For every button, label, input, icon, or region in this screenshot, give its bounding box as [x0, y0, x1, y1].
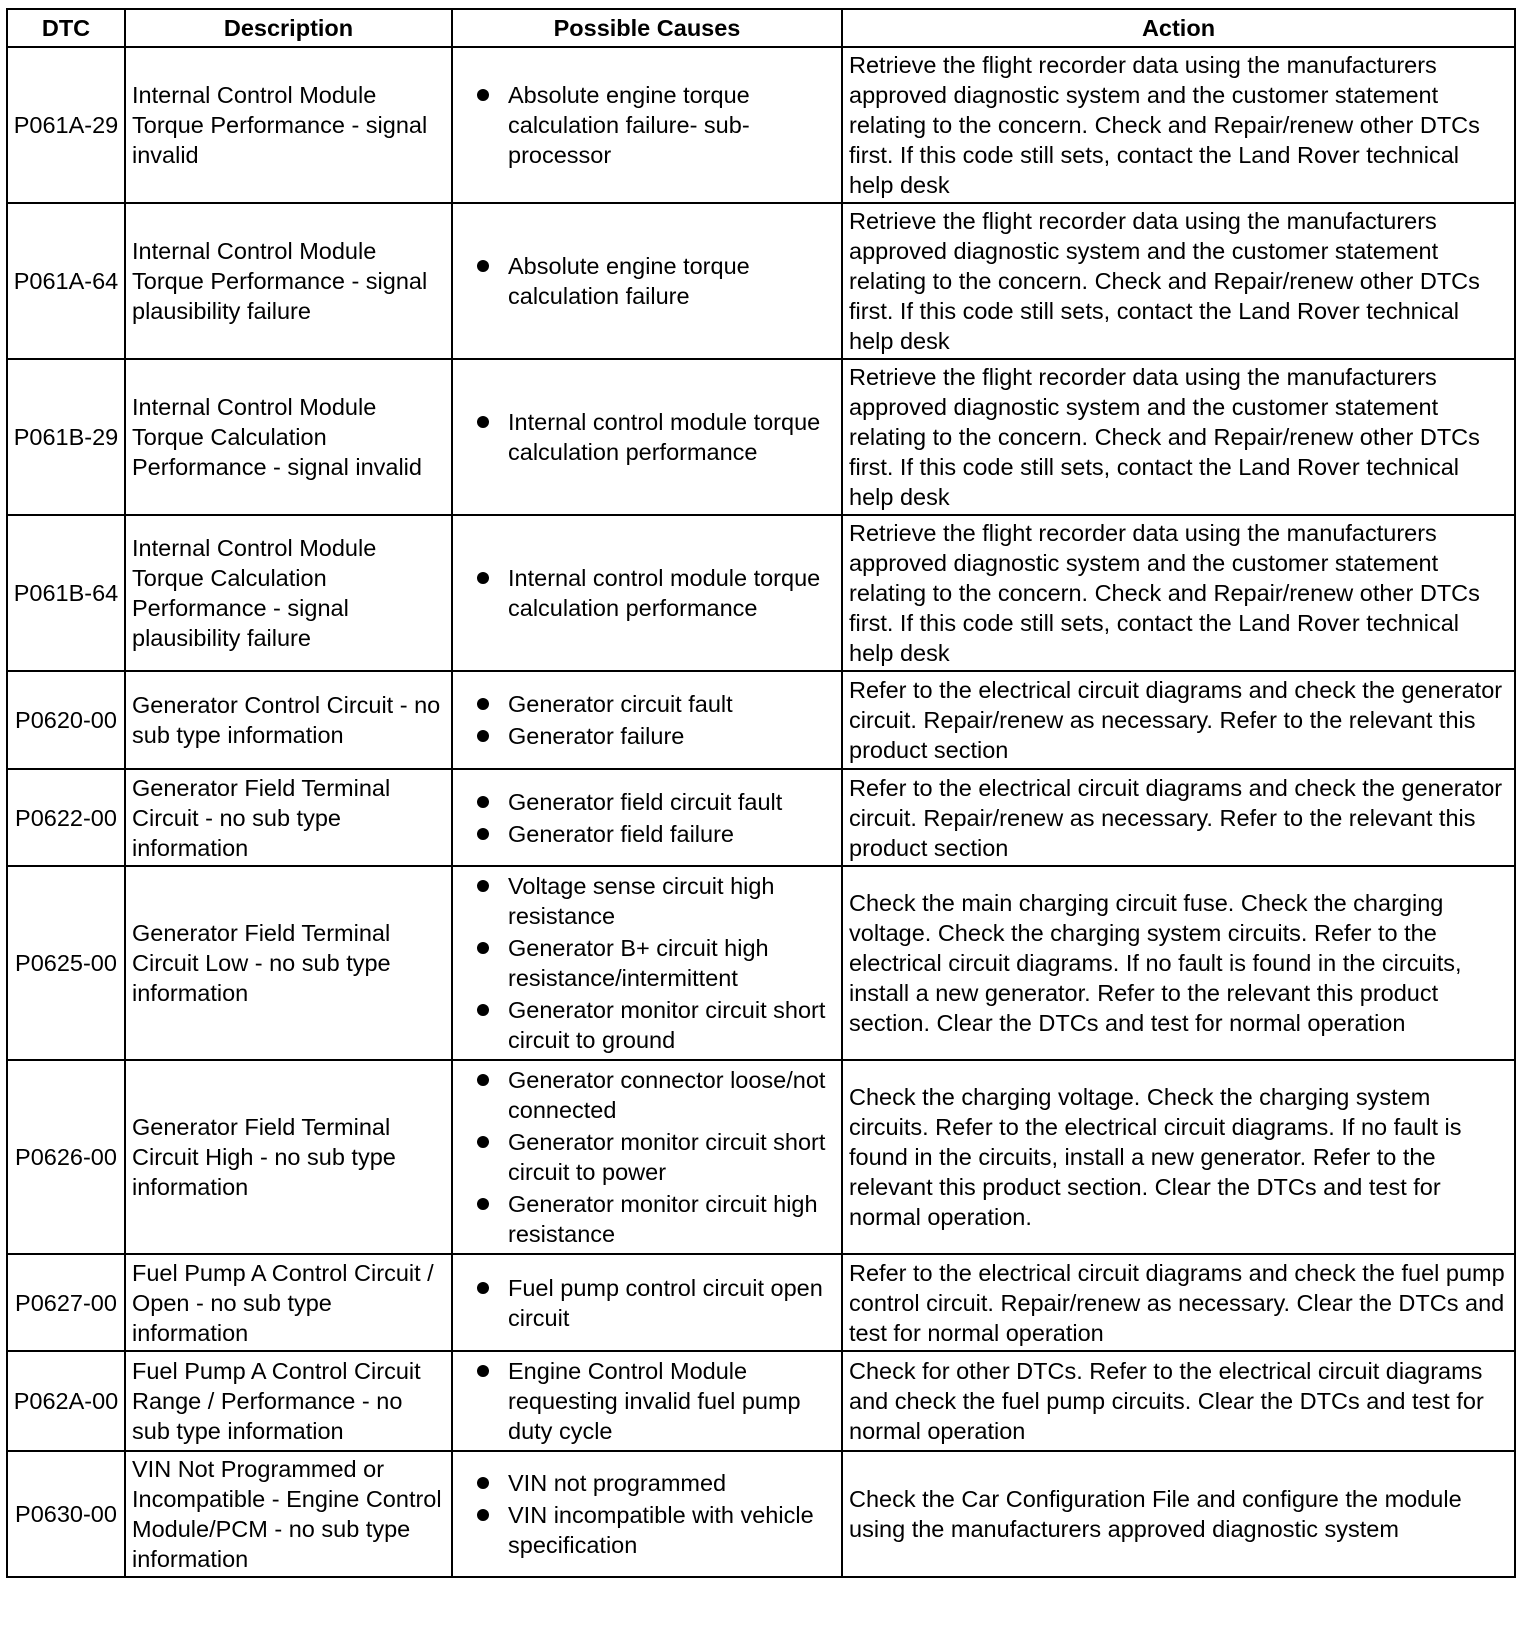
table-body: [7, 47, 1515, 1577]
table-row: [7, 769, 1515, 866]
list-item: [453, 871, 835, 931]
list-item: [453, 933, 835, 993]
cause-text: VIN not programmed: [508, 1470, 727, 1496]
dtc-code: P062A-00: [7, 1351, 125, 1451]
table-row: [7, 1351, 1515, 1451]
cause-text: Generator circuit fault: [508, 691, 733, 717]
table-row: [7, 1060, 1515, 1254]
causes-list: [453, 80, 835, 170]
table-row: [7, 515, 1515, 671]
dtc-table: [6, 8, 1516, 1578]
cause-text: Generator failure: [508, 723, 685, 749]
dtc-code: P0622-00: [7, 769, 125, 866]
dtc-code: P061A-64: [7, 203, 125, 359]
dtc-description: Internal Control Module Torque Performance - signal plausibility failure: [125, 203, 452, 359]
list-item: [453, 995, 835, 1055]
dtc-action: Retrieve the flight recorder data using the manufacturers approved diagnostic system and the customer statement relating to the concern. Check and Repair/renew other DTCs first. If this code still sets, contact the Land Rover technical help desk: [842, 515, 1515, 671]
table-row: [7, 203, 1515, 359]
cause-text: Absolute engine torque calculation failure- sub-processor: [508, 82, 750, 168]
cause-text: Generator field circuit fault: [508, 788, 783, 815]
cause-text: Generator B+ circuit high resistance/intermittent: [508, 935, 769, 991]
dtc-action: Retrieve the flight recorder data using the manufacturers approved diagnostic system and the customer statement relating to the concern. Check and Repair/renew other DTCs first. If this code still sets, contact the Land Rover technical help desk: [842, 203, 1515, 359]
cause-text: Internal control module torque calculation performance: [508, 409, 821, 465]
dtc-description: Generator Control Circuit - no sub type information: [125, 671, 452, 769]
possible-causes-cell: [452, 515, 842, 671]
dtc-code: P0620-00: [7, 671, 125, 769]
cause-text: Engine Control Module requesting invalid fuel pump duty cycle: [508, 1358, 801, 1444]
table-row: [7, 1451, 1515, 1577]
dtc-table-container: [6, 8, 1514, 1578]
list-item: [453, 1356, 835, 1446]
dtc-description: Internal Control Module Torque Calculation Performance - signal plausibility failure: [125, 515, 452, 671]
cause-text: Generator monitor circuit short circuit to power: [508, 1129, 826, 1185]
bullet-icon: [477, 260, 489, 272]
cause-text: Generator connector loose/not connected: [508, 1067, 826, 1123]
header-causes: Possible Causes: [452, 9, 842, 47]
header-action: Action: [842, 9, 1515, 47]
table-row: [7, 1254, 1515, 1351]
cause-text: Voltage sense circuit high resistance: [508, 873, 775, 929]
causes-list: [453, 1273, 835, 1333]
possible-causes-cell: [452, 1060, 842, 1254]
possible-causes-cell: [452, 866, 842, 1060]
list-item: [453, 80, 835, 170]
list-item: [453, 721, 835, 751]
table-row: [7, 359, 1515, 515]
bullet-icon: [477, 698, 489, 710]
causes-list: [453, 1356, 835, 1446]
possible-causes-cell: [452, 1451, 842, 1577]
bullet-icon: [477, 880, 489, 892]
header-description: Description: [125, 9, 452, 47]
possible-causes-cell: [452, 203, 842, 359]
list-item: [453, 1189, 835, 1249]
bullet-icon: [477, 730, 489, 742]
cause-text: Internal control module torque calculation performance: [508, 565, 821, 621]
list-item: [453, 563, 835, 623]
list-item: [453, 1127, 835, 1187]
dtc-code: P061B-64: [7, 515, 125, 671]
table-row: [7, 866, 1515, 1060]
dtc-description: VIN Not Programmed or Incompatible - Engine Control Module/PCM - no sub type information: [125, 1451, 452, 1577]
bullet-icon: [477, 1477, 489, 1489]
causes-list: [453, 251, 835, 311]
list-item: [453, 1500, 835, 1560]
list-item: [453, 407, 835, 467]
bullet-icon: [477, 1509, 489, 1521]
dtc-action: Retrieve the flight recorder data using the manufacturers approved diagnostic system and the customer statement relating to the concern. Check and Repair/renew other DTCs first. If this code still sets, contact the Land Rover technical help desk: [842, 47, 1515, 203]
possible-causes-cell: [452, 769, 842, 866]
possible-causes-cell: [452, 1351, 842, 1451]
table-row: [7, 671, 1515, 769]
dtc-description: Internal Control Module Torque Calculation Performance - signal invalid: [125, 359, 452, 515]
dtc-description: Generator Field Terminal Circuit Low - no sub type information: [125, 866, 452, 1060]
possible-causes-cell: [452, 359, 842, 515]
cause-text: Generator monitor circuit short circuit to ground: [508, 997, 826, 1053]
possible-causes-cell: [452, 671, 842, 769]
causes-list: [453, 1468, 835, 1560]
dtc-action: Refer to the electrical circuit diagrams and check the generator circuit. Repair/renew as necessary. Refer to the relevant this product section: [842, 671, 1515, 769]
bullet-icon: [477, 1198, 489, 1210]
list-item: [453, 819, 835, 849]
bullet-icon: [477, 1282, 489, 1294]
bullet-icon: [477, 1365, 489, 1377]
list-item: [453, 787, 835, 817]
cause-text: Absolute engine torque calculation failure: [508, 253, 750, 309]
causes-list: [453, 787, 835, 849]
dtc-action: Check the charging voltage. Check the charging system circuits. Refer to the electrical circuit diagrams. If no fault is found in the circuits, install a new generator. Refer to the relevant this product section. Clear the DTCs and test for normal operation.: [842, 1060, 1515, 1254]
dtc-description: Fuel Pump A Control Circuit Range / Performance - no sub type information: [125, 1351, 452, 1451]
dtc-code: P061B-29: [7, 359, 125, 515]
causes-list: [453, 689, 835, 751]
bullet-icon: [477, 796, 489, 808]
cause-text: Generator monitor circuit high resistance: [508, 1191, 818, 1247]
dtc-action: Check the Car Configuration File and configure the module using the manufacturers approved diagnostic system: [842, 1451, 1515, 1577]
dtc-action: Refer to the electrical circuit diagrams and check the fuel pump control circuit. Repair/renew as necessary. Clear the DTCs and test for normal operation: [842, 1254, 1515, 1351]
bullet-icon: [477, 89, 489, 101]
header-dtc: DTC: [7, 9, 125, 47]
causes-list: [453, 407, 835, 467]
dtc-code: P0625-00: [7, 866, 125, 1060]
dtc-description: Fuel Pump A Control Circuit / Open - no sub type information: [125, 1254, 452, 1351]
list-item: [453, 251, 835, 311]
dtc-code: P0626-00: [7, 1060, 125, 1254]
bullet-icon: [477, 572, 489, 584]
dtc-action: Check for other DTCs. Refer to the electrical circuit diagrams and check the fuel pump circuits. Clear the DTCs and test for normal operation: [842, 1351, 1515, 1451]
causes-list: [453, 871, 835, 1055]
bullet-icon: [477, 416, 489, 428]
causes-list: [453, 1065, 835, 1249]
list-item: [453, 1273, 835, 1333]
cause-text: Generator field failure: [508, 820, 734, 847]
table-row: [7, 47, 1515, 203]
dtc-action: Check the main charging circuit fuse. Check the charging voltage. Check the charging system circuits. Refer to the electrical circuit diagrams. If no fault is found in the circuits, install a new generator. Refer to the relevant this product section. Clear the DTCs and test for normal operation: [842, 866, 1515, 1060]
dtc-description: Generator Field Terminal Circuit - no sub type information: [125, 769, 452, 866]
bullet-icon: [477, 1136, 489, 1148]
dtc-action: Refer to the electrical circuit diagrams and check the generator circuit. Repair/renew as necessary. Refer to the relevant this product section: [842, 769, 1515, 866]
possible-causes-cell: [452, 1254, 842, 1351]
dtc-code: P0627-00: [7, 1254, 125, 1351]
dtc-code: P0630-00: [7, 1451, 125, 1577]
bullet-icon: [477, 942, 489, 954]
table-header-row: [7, 9, 1515, 47]
causes-list: [453, 563, 835, 623]
dtc-code: P061A-29: [7, 47, 125, 203]
cause-text: Fuel pump control circuit open circuit: [508, 1274, 823, 1331]
list-item: [453, 1065, 835, 1125]
dtc-action: Retrieve the flight recorder data using the manufacturers approved diagnostic system and the customer statement relating to the concern. Check and Repair/renew other DTCs first. If this code still sets, contact the Land Rover technical help desk: [842, 359, 1515, 515]
list-item: [453, 1468, 835, 1498]
bullet-icon: [477, 1004, 489, 1016]
dtc-description: Generator Field Terminal Circuit High - no sub type information: [125, 1060, 452, 1254]
dtc-description: Internal Control Module Torque Performance - signal invalid: [125, 47, 452, 203]
bullet-icon: [477, 828, 489, 840]
possible-causes-cell: [452, 47, 842, 203]
cause-text: VIN incompatible with vehicle specification: [508, 1502, 814, 1558]
list-item: [453, 689, 835, 719]
bullet-icon: [477, 1074, 489, 1086]
